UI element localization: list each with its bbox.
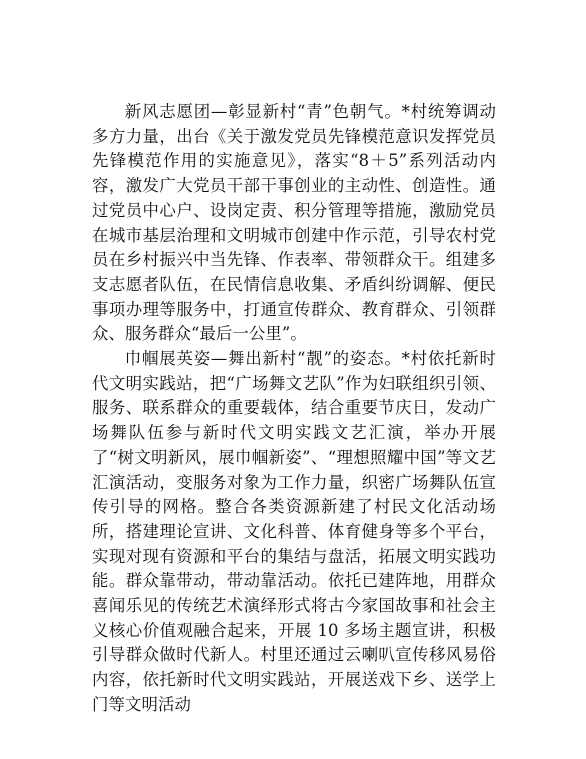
paragraph-volunteer-team: 新风志愿团—彰显新村“青”色朝气。*村统筹调动多方力量，出台《关于激发党员先锋模范意识发挥党员先锋模范作用的实施意见》，落实“8＋5”系列活动内容，激发广大党员干部干事创业的主动性、创造性。通过党员中心户、设岗定责、积分管理等措施，激励党员在城市基层治理和文明城市创建中作示范，引导农村党员在乡村振兴中当先锋、作表率、带领群众干。组建多支志愿者队伍，在民情信息收集、矛盾纠纷调解、便民事项办理等服务中，打通宣传群众、教育群众、引领群众、服务群众“最后一公里”。 xyxy=(92,102,496,344)
paragraph-women-square-dance: 巾帼展英姿—舞出新村“靓”的姿态。*村依托新时代文明实践站，把“广场舞文艺队”作为妇联组织引领、服务、联系群众的重要载体，结合重要节庆日，发动广场舞队伍参与新时代文明实践文艺汇演，举办开展了“树文明新风，展巾帼新姿”、“理想照耀中国”等文艺汇演活动，变服务对象为工作力量，织密广场舞队伍宣传引导的网格。整合各类资源新建了村民文化活动场所，搭建理论宣讲、文化科普、体育健身等多个平台，实现对现有资源和平台的集结与盘活，拓展文明实践功能。群众靠带动，带动靠活动。依托已建阵地，用群众喜闻乐见的传统艺术演绎形式将古今家国故事和社会主义核心价值观融合起来，开展 10 多场主题宣讲，积极引导群众做时代新人。村里还通过云喇叭宣传移风易俗内容，依托新时代文明实践站，开展送戏下乡、送学上门等文明活动 xyxy=(92,349,496,714)
document-body xyxy=(92,100,496,718)
